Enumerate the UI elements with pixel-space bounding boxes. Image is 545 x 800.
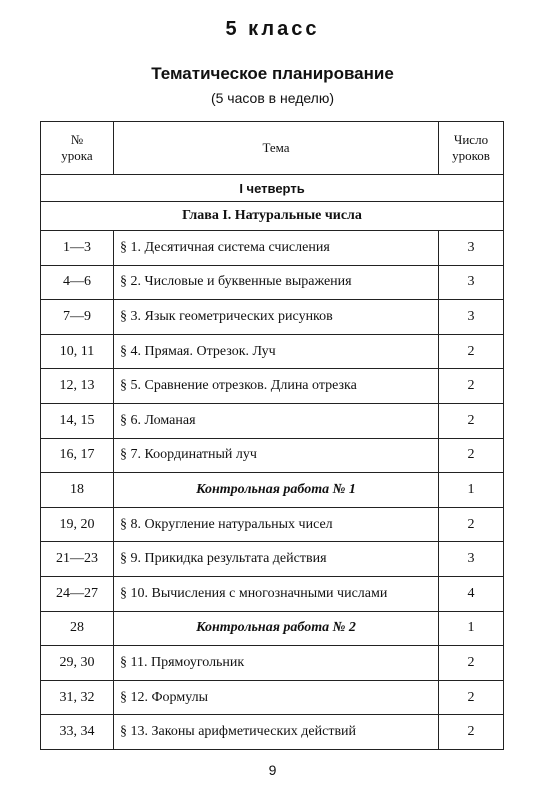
- table-row: [41, 403, 504, 438]
- lesson-number: 1—3: [41, 231, 114, 266]
- table-row: [41, 542, 504, 577]
- lesson-topic: § 11. Прямоугольник: [114, 646, 439, 681]
- lesson-number: 7—9: [41, 300, 114, 335]
- lesson-count: 2: [439, 403, 504, 438]
- table-row: [41, 646, 504, 681]
- table-header-row: [41, 122, 504, 175]
- lesson-number: 4—6: [41, 265, 114, 300]
- table-row: [41, 300, 504, 335]
- lesson-number: 33, 34: [41, 715, 114, 750]
- lesson-count: 2: [439, 438, 504, 473]
- lesson-number: 29, 30: [41, 646, 114, 681]
- lesson-number: 14, 15: [41, 403, 114, 438]
- lesson-count: 3: [439, 300, 504, 335]
- lesson-topic: § 3. Язык геометрических рисунков: [114, 300, 439, 335]
- table-row: [41, 334, 504, 369]
- lesson-count: 2: [439, 369, 504, 404]
- quarter-row: [41, 175, 504, 202]
- lesson-topic: Контрольная работа № 2: [114, 611, 439, 646]
- chapter-row: [41, 202, 504, 231]
- lesson-topic: § 12. Формулы: [114, 680, 439, 715]
- lesson-topic: § 2. Числовые и буквенные выражения: [114, 265, 439, 300]
- lesson-topic: Контрольная работа № 1: [114, 473, 439, 508]
- lesson-count: 2: [439, 646, 504, 681]
- table-row: [41, 576, 504, 611]
- lesson-topic: § 5. Сравнение отрезков. Длина отрезка: [114, 369, 439, 404]
- grade-heading: 5 класс: [225, 18, 320, 40]
- lesson-number: 10, 11: [41, 334, 114, 369]
- planning-table: [40, 121, 504, 750]
- lesson-number: 16, 17: [41, 438, 114, 473]
- lesson-count: 2: [439, 680, 504, 715]
- column-header-topic: Тема: [114, 122, 439, 175]
- lesson-number: 31, 32: [41, 680, 114, 715]
- column-header-number: [41, 122, 114, 175]
- lesson-topic: § 9. Прикидка результата действия: [114, 542, 439, 577]
- lesson-topic: § 1. Десятичная система счисления: [114, 231, 439, 266]
- lesson-number: 24—27: [41, 576, 114, 611]
- column-header-count-line2: уроков: [452, 148, 490, 163]
- lesson-number: 21—23: [41, 542, 114, 577]
- table-row-control-work: [41, 473, 504, 508]
- lesson-topic: § 13. Законы арифметических действий: [114, 715, 439, 750]
- chapter-label: Глава I. Натуральные числа: [41, 202, 504, 231]
- lesson-count: 3: [439, 231, 504, 266]
- table-row: [41, 680, 504, 715]
- lesson-count: 1: [439, 473, 504, 508]
- lesson-topic: § 6. Ломаная: [114, 403, 439, 438]
- lesson-topic: § 4. Прямая. Отрезок. Луч: [114, 334, 439, 369]
- table-row: [41, 231, 504, 266]
- lesson-topic: § 7. Координатный луч: [114, 438, 439, 473]
- table-row: [41, 265, 504, 300]
- table-row-control-work: [41, 611, 504, 646]
- table-row: [41, 369, 504, 404]
- lesson-number: 28: [41, 611, 114, 646]
- page-title: Тематическое планирование: [151, 64, 394, 83]
- column-header-count: [439, 122, 504, 175]
- lesson-number: 12, 13: [41, 369, 114, 404]
- lesson-count: 4: [439, 576, 504, 611]
- lesson-count: 3: [439, 265, 504, 300]
- table-row: [41, 715, 504, 750]
- page-number: 9: [268, 762, 277, 778]
- lesson-topic: § 10. Вычисления с многозначными числами: [114, 576, 439, 611]
- lesson-count: 2: [439, 715, 504, 750]
- lesson-count: 2: [439, 507, 504, 542]
- lesson-count: 3: [439, 542, 504, 577]
- column-header-number-line1: №: [70, 132, 84, 147]
- lesson-number: 18: [41, 473, 114, 508]
- table-row: [41, 438, 504, 473]
- page-subtitle: (5 часов в неделю): [210, 90, 335, 106]
- lesson-count: 2: [439, 334, 504, 369]
- quarter-label: I четверть: [41, 175, 504, 202]
- lesson-topic: § 8. Округление натуральных чисел: [114, 507, 439, 542]
- column-header-number-line2: урока: [61, 148, 93, 163]
- lesson-number: 19, 20: [41, 507, 114, 542]
- lesson-count: 1: [439, 611, 504, 646]
- column-header-count-line1: Число: [453, 132, 489, 147]
- table-row: [41, 507, 504, 542]
